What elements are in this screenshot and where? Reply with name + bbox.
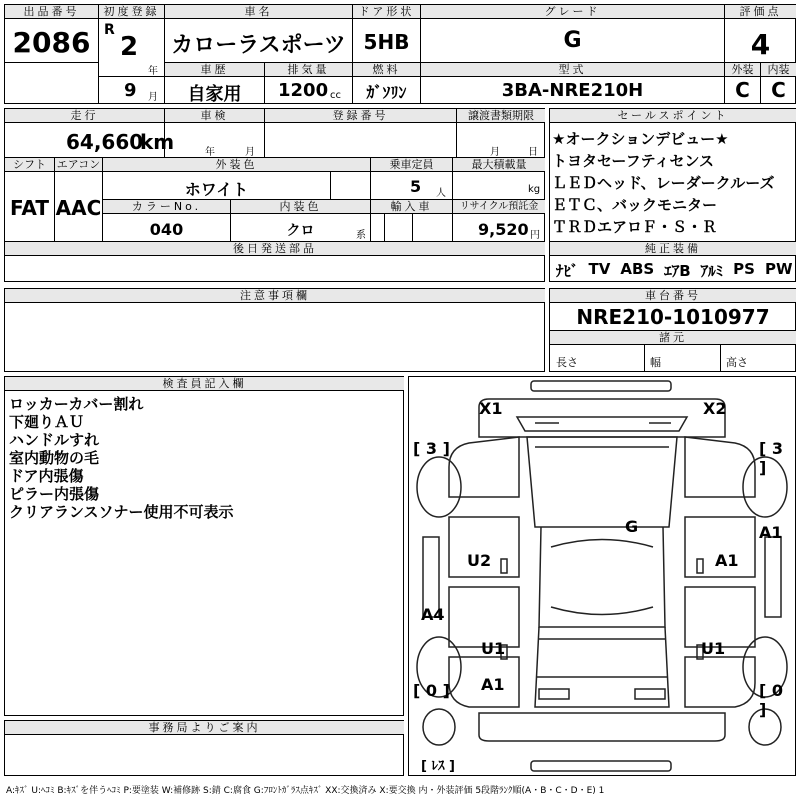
height-label: 高さ	[726, 356, 748, 369]
caution-label: 注意事項欄	[5, 289, 545, 303]
shift: FAT	[10, 196, 49, 220]
mileage-label: 走行	[5, 109, 164, 123]
mileage: 64,660	[66, 130, 144, 154]
recycle-label: リサイクル預託金	[453, 200, 545, 214]
equipment-item: PW	[764, 260, 793, 278]
displacement-unit: cc	[330, 90, 341, 101]
max-load-label: 最大積載量	[453, 158, 545, 172]
capacity-label: 乗車定員	[371, 158, 452, 172]
a1-mid-marker: A1	[715, 551, 739, 570]
year-unit: 年	[148, 66, 158, 77]
month-unit: 月	[148, 92, 158, 103]
model-label: 型式	[421, 63, 724, 77]
score: 4	[750, 28, 771, 61]
grade: G	[563, 28, 582, 53]
car-name: カローラスポーツ	[171, 33, 346, 58]
max-load-unit: kg	[528, 184, 541, 195]
door-type: 5HB	[363, 30, 410, 54]
ac: AAC	[55, 196, 102, 220]
inspector-note: ハンドルすれ	[9, 431, 100, 449]
equipment-item: ﾅﾋﾞ	[556, 262, 579, 280]
equipment-item: TV	[588, 260, 611, 278]
fuel-label: 燃料	[353, 63, 420, 77]
legend: A:ｷｽﾞ U:ﾍｺﾐ B:ｷｽﾞを伴うﾍｺﾐ P:要塗装 W:補修跡 S:錆 C:腐食 G:ﾌﾛﾝﾄｶﾞﾗｽ点ｷｽﾞ XX:交換済み X:要交換 内・外装評価 5段階ﾗﾝｸ順(A・B・C・D・E) 1	[6, 786, 605, 796]
equipment-item: ｱﾙﾐ	[700, 262, 724, 280]
recycle-unit: 円	[530, 230, 540, 241]
tire-br: [ 0 ]	[759, 681, 784, 719]
chassis-number: NRE210-1010977	[576, 305, 770, 329]
inspector-label: 検査員記入欄	[5, 377, 404, 391]
interior-grade: C	[771, 78, 786, 102]
reg-month: 9	[124, 80, 137, 101]
exterior-label: 外装	[725, 63, 760, 77]
first-reg-label: 初度登録	[99, 5, 164, 19]
shift-label: シフト	[5, 158, 54, 172]
ac-label: エアコン	[56, 158, 101, 171]
sales-point-item: トヨタセーフティセンス	[552, 152, 715, 170]
inspection-month-unit: 月	[245, 147, 255, 158]
equipment-list	[556, 260, 793, 281]
inspector-note: 室内動物の毛	[9, 449, 100, 467]
car-outline-svg	[409, 377, 795, 775]
capacity: 5	[410, 177, 422, 196]
tire-bl: [ 0 ]	[413, 681, 450, 700]
int-color-label: 内装色	[231, 200, 370, 214]
history-label: 車歴	[165, 63, 264, 77]
inspector-note: クリアランスソナー使用不可表示	[9, 503, 234, 521]
u2-marker: U2	[467, 551, 492, 570]
fuel: ｶﾞｿﾘﾝ	[366, 83, 407, 102]
color-no-label: カラーNo.	[103, 200, 230, 214]
inspector-notes	[9, 395, 234, 521]
sales-points-list	[552, 128, 774, 238]
lot-label: 出品番号	[5, 5, 98, 19]
equipment-item: ｴｱB	[664, 262, 691, 280]
era: R	[104, 22, 115, 38]
history: 自家用	[187, 84, 242, 105]
sales-point-item: ＴＲＤエアロＦ・Ｓ・Ｒ	[552, 218, 718, 236]
inspector-note: ドア内張傷	[9, 467, 84, 485]
import-label: 輸入車	[371, 200, 452, 214]
g-marker: G	[625, 517, 639, 536]
recycle-fee: 9,520	[478, 220, 529, 239]
later-parts-label: 後日発送部品	[5, 242, 545, 256]
x2-marker: X2	[703, 399, 727, 418]
exterior-grade: C	[735, 78, 750, 102]
sales-point-item: ＥＴＣ、バックモニター	[552, 196, 718, 214]
x1-marker: X1	[479, 399, 503, 418]
capacity-unit: 人	[436, 188, 446, 199]
sales-points-label: セールスポイント	[550, 109, 796, 123]
transfer-day-unit: 日	[528, 147, 538, 158]
tire-tl: [ 3 ]	[413, 439, 450, 458]
u1-right-marker: U1	[701, 639, 726, 658]
u1-left-marker: U1	[481, 639, 506, 658]
sales-point-item: ★オークションデビュー★	[552, 130, 729, 148]
mileage-unit: km	[140, 130, 175, 154]
door-label: ドア形状	[353, 5, 420, 19]
chassis-label: 車台番号	[550, 289, 796, 303]
spec-label: 諸元	[550, 331, 796, 345]
score-label: 評価点	[725, 5, 796, 19]
office-label: 事務局よりご案内	[5, 721, 404, 735]
equipment-item: PS	[733, 260, 755, 278]
displacement-label: 排気量	[265, 63, 352, 77]
a1-right-marker: A1	[759, 523, 783, 542]
grade-label: グレード	[421, 5, 724, 19]
length-label: 長さ	[556, 356, 578, 369]
int-color-unit: 系	[356, 230, 366, 241]
transfer-label: 譲渡書類期限	[457, 109, 545, 123]
reg-no-label: 登録番号	[265, 109, 456, 123]
interior-label: 内装	[761, 63, 796, 77]
car-name-label: 車名	[165, 5, 352, 19]
transfer-month-unit: 月	[490, 147, 500, 158]
exterior-color: ホワイト	[184, 180, 249, 199]
width-label: 幅	[650, 356, 661, 369]
tire-tr: [ 3 ]	[759, 439, 784, 477]
inspector-note: 下廻りＡＵ	[9, 413, 85, 431]
car-diagram	[408, 376, 796, 776]
inspection-label: 車検	[165, 109, 264, 123]
inspection-year-unit: 年	[205, 147, 215, 158]
equipment-label: 純正装備	[550, 242, 796, 256]
lot-number: 2086	[12, 26, 91, 59]
color-no: 040	[149, 220, 184, 239]
interior-color: クロ	[286, 223, 315, 239]
model: 3BA-NRE210H	[501, 80, 644, 101]
a1-bottom-marker: A1	[481, 675, 505, 694]
equipment-item: ABS	[620, 260, 655, 278]
reg-year: 2	[120, 32, 139, 62]
inspector-note: ロッカーカバー割れ	[9, 395, 144, 413]
a4-marker: A4	[421, 605, 445, 624]
color-label: 外装色	[103, 158, 370, 172]
spare-marker: [ ﾚｽ ]	[421, 759, 455, 774]
sales-point-item: ＬＥＤヘッド、レーダークルーズ	[552, 174, 775, 192]
displacement: 1200	[278, 80, 329, 101]
inspector-note: ピラー内張傷	[9, 485, 100, 503]
